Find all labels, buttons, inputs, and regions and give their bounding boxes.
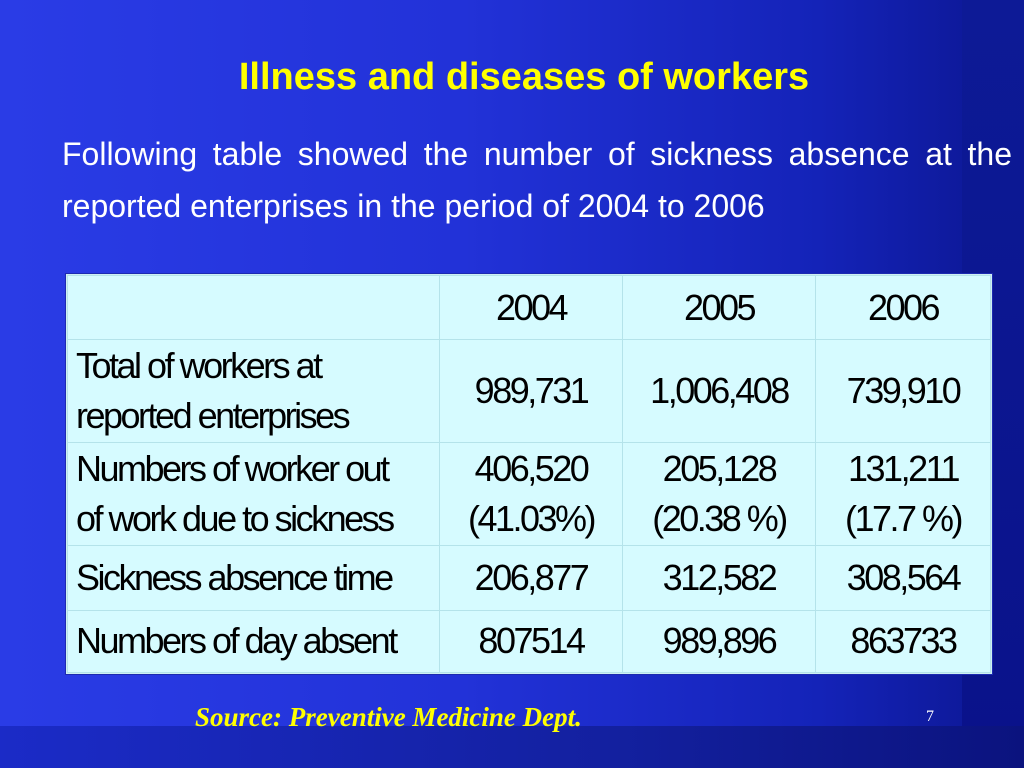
- cell-total-2005: 1,006,408: [623, 340, 816, 443]
- row-label-total-workers: [68, 340, 440, 443]
- cell-absencetime-2004: 206,877: [440, 546, 623, 610]
- row-label-line: of work due to sickness: [76, 498, 393, 540]
- page-number: 7: [926, 708, 934, 725]
- cell-count: 406,520: [474, 448, 588, 490]
- intro-paragraph: Following table showed the number of sickness absence at the reported enterprises in the period of 2004 to 2006: [62, 136, 1012, 224]
- sickness-table-container: [66, 274, 992, 674]
- cell-percent: (17.7 %): [844, 498, 962, 540]
- table-row: [68, 443, 991, 546]
- cell-percent: (20.38 %): [652, 498, 786, 540]
- cell-percent: (41.03%): [467, 498, 595, 540]
- cell-outofwork-2005: [623, 443, 816, 546]
- cell-count: 205,128: [662, 448, 776, 490]
- row-label-line: reported enterprises: [76, 395, 349, 437]
- table-row: [68, 340, 991, 443]
- cell-total-2006: 739,910: [816, 340, 991, 443]
- table-header-row: [68, 276, 991, 340]
- row-label-line: Numbers of worker out: [76, 448, 388, 490]
- row-label-absence-time: Sickness absence time: [68, 546, 440, 610]
- header-cell-2006: 2006: [816, 276, 991, 340]
- cell-daysabsent-2006: 863733: [816, 610, 991, 672]
- table-row: [68, 546, 991, 610]
- cell-outofwork-2004: [440, 443, 623, 546]
- cell-total-2004: 989,731: [440, 340, 623, 443]
- cell-absencetime-2006: 308,564: [816, 546, 991, 610]
- header-cell-empty: [68, 276, 440, 340]
- cell-daysabsent-2005: 989,896: [623, 610, 816, 672]
- row-label-days-absent: Numbers of day absent: [68, 610, 440, 672]
- slide-title: Illness and diseases of workers: [238, 56, 810, 98]
- row-label-line: Total of workers at: [76, 345, 321, 387]
- cell-count: 131,211: [848, 448, 958, 490]
- header-cell-2005: 2005: [623, 276, 816, 340]
- table-row: [68, 610, 991, 672]
- row-label-out-of-work: [68, 443, 440, 546]
- header-cell-2004: 2004: [440, 276, 623, 340]
- sickness-absence-table: [67, 275, 991, 673]
- cell-daysabsent-2004: 807514: [440, 610, 623, 672]
- cell-outofwork-2006: [816, 443, 991, 546]
- cell-absencetime-2005: 312,582: [623, 546, 816, 610]
- source-caption: Source: Preventive Medicine Dept.: [195, 702, 582, 732]
